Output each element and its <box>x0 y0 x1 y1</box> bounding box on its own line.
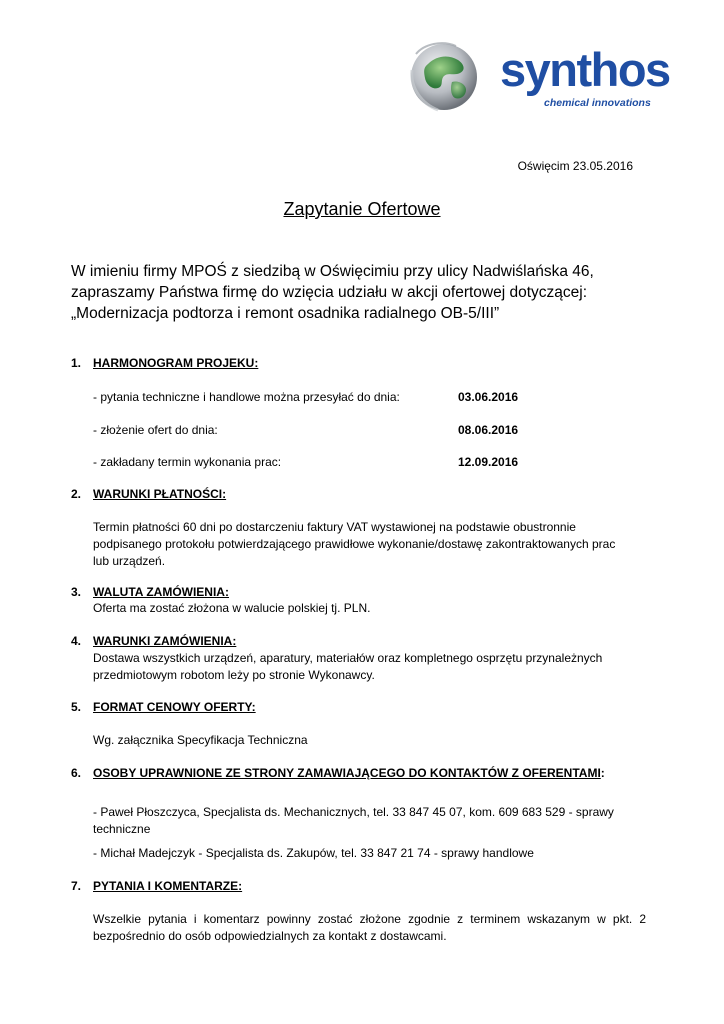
section-number: 1. <box>71 356 82 370</box>
currency-text: Oferta ma zostać złożona w walucie polskiej tj. PLN. <box>93 601 371 615</box>
text-line: Dostawa wszystkich urządzeń, aparatury, materiałów oraz kompletnego osprzętu przynależnych <box>93 651 603 665</box>
contact-mechanical <box>93 804 653 838</box>
section-title: FORMAT CENOWY OFERTY: <box>93 700 256 714</box>
schedule-item-date: 03.06.2016 <box>458 390 519 404</box>
price-format-text: Wg. załącznika Specyfikacja Techniczna <box>93 733 308 747</box>
text-line: bezpośrednio do osób odpowiedzialnych za kontakt z dostawcami. <box>93 929 447 943</box>
text-line: lub urządzeń. <box>93 554 166 568</box>
text-line: techniczne <box>93 822 151 836</box>
schedule-item-date: 08.06.2016 <box>458 423 519 437</box>
globe-icon <box>408 40 484 112</box>
section-number: 6. <box>71 766 82 780</box>
text-line: Termin płatności 60 dni po dostarczeniu faktury VAT wystawionej na podstawie obustronnie <box>93 520 576 534</box>
intro-line: „Modernizacja podtorza i remont osadnika radialnego OB-5/III” <box>71 305 500 322</box>
intro-line: W imieniu firmy MPOŚ z siedzibą w Oświęcimiu przy ulicy Nadwiślańska 46, <box>71 263 594 280</box>
section-number: 7. <box>71 879 82 893</box>
order-terms <box>93 650 653 684</box>
section-title-text: OSOBY UPRAWNIONE ZE STRONY ZAMAWIAJĄCEGO DO KONTAKTÓW Z OFERENTAMI <box>93 766 601 780</box>
schedule-item-date: 12.09.2016 <box>458 455 519 469</box>
payment-terms <box>93 519 653 570</box>
contact-purchasing: - Michał Madejczyk - Specjalista ds. Zakupów, tel. 33 847 21 74 - sprawy handlowe <box>93 846 534 860</box>
page-title: Zapytanie Ofertowe <box>283 199 441 219</box>
section-number: 2. <box>71 487 82 501</box>
brand-name: synthos <box>500 43 670 96</box>
schedule-item-label: - zakładany termin wykonania prac: <box>93 455 282 469</box>
section-number: 4. <box>71 634 82 648</box>
section-title-suffix: : <box>600 766 605 780</box>
text-line: przedmiotowym robotom leży po stronie Wykonawcy. <box>93 668 375 682</box>
section-number: 5. <box>71 700 82 714</box>
text-line: Wszelkie pytania i komentarz powinny zostać złożone zgodnie z terminem wskazanym w pkt. 2 <box>93 912 646 926</box>
section-number: 3. <box>71 585 82 599</box>
company-logo <box>408 40 670 116</box>
section-title <box>93 765 605 782</box>
text-line: podpisanego protokołu potwierdzającego prawidłowe wykonanie/dostawę zakontraktowanych prac <box>93 537 616 551</box>
schedule-item-label: - pytania techniczne i handlowe można przesyłać do dnia: <box>93 390 400 404</box>
text-line: - Paweł Płoszczyca, Specjalista ds. Mechanicznych, tel. 33 847 45 07, kom. 609 683 529 - sprawy <box>93 805 614 819</box>
schedule-item-label: - złożenie ofert do dnia: <box>93 423 218 437</box>
section-title: WARUNKI ZAMÓWIENIA: <box>93 634 237 648</box>
section-title: HARMONOGRAM PROJEKU: <box>93 356 259 370</box>
brand-tagline: chemical innovations <box>544 97 651 109</box>
document-date: Oświęcim 23.05.2016 <box>517 159 633 173</box>
intro-paragraph <box>71 261 651 324</box>
intro-line: zapraszamy Państwa firmę do wzięcia udziału w akcji ofertowej dotyczącej: <box>71 284 588 301</box>
questions-text <box>93 911 646 945</box>
section-title: PYTANIA I KOMENTARZE: <box>93 879 243 893</box>
section-title: WARUNKI PŁATNOŚCI: <box>93 487 227 501</box>
section-title: WALUTA ZAMÓWIENIA: <box>93 585 229 599</box>
